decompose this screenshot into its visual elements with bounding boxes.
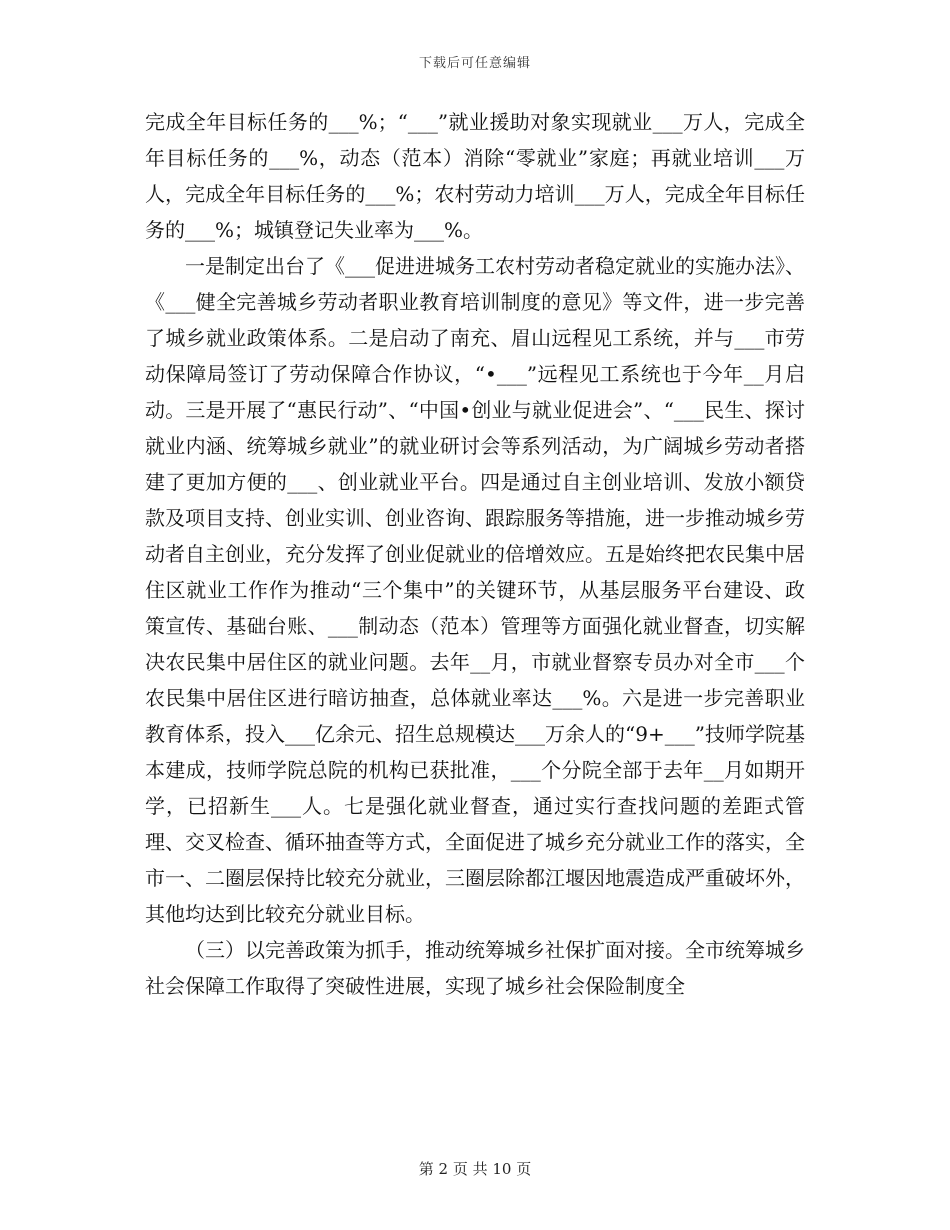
document-body: [145, 104, 805, 1004]
page-header: 下载后可任意编辑: [418, 56, 531, 71]
paragraph-1: 完成全年目标任务的___%；“___”就业援助对象实现就业___万人，完成全年目标任务的___%，动态（范本）消除“零就业”家庭；再就业培训___万人，完成全年目标任务的___%；农村劳动力培训___万人，完成全年目标任务的___%；城镇登记失业率为___%。: [145, 110, 805, 242]
paragraph-3: （三）以完善政策为抓手，推动统筹城乡社保扩面对接。全市统筹城乡社会保障工作取得了突破性进展，实现了城乡社会保险制度全: [145, 938, 805, 998]
page-number-footer: 第 2 页 共 10 页: [418, 1160, 532, 1178]
paragraph-2: 一是制定出台了《___促进进城务工农村劳动者稳定就业的实施办法》、《___健全完善城乡劳动者职业教育培训制度的意见》等文件，进一步完善了城乡就业政策体系。二是启动了南充、眉山远程见工系统，并与___市劳动保障局签订了劳动保障合作协议，“•___”远程见工系统也于今年__月启动。三是开展了“惠民行动”、“中国•创业与就业促进会”、“___民生、探讨就业内涵、统筹城乡就业”的就业研讨会等系列活动，为广阔城乡劳动者搭建了更加方便的___、创业就业平台。四是通过自主创业培训、发放小额贷款及项目支持、创业实训、创业咨询、跟踪服务等措施，进一步推动城乡劳动者自主创业，充分发挥了创业促就业的倍增效应。五是始终把农民集中居住区就业工作作为推动“三个集中”的关键环节，从基层服务平台建设、政策宣传、基础台账、___制动态（范本）管理等方面强化就业督查，切实解决农民集中居住区的就业问题。去年__月，市就业督察专员办对全市___个农民集中居住区进行暗访抽查，总体就业率达___%。六是进一步完善职业教育体系，投入___亿余元、招生总规模达___万余人的“9+___”技师学院基本建成，技师学院总院的机构已获批准，___个分院全部于去年__月如期开学，已招新生___人。七是强化就业督查，通过实行查找问题的差距式管理、交叉检查、循环抽查等方式，全面促进了城乡充分就业工作的落实，全市一、二圈层保持比较充分就业，三圈层除都江堰因地震造成严重破坏外，其他均达到比较充分就业目标。: [145, 254, 805, 926]
